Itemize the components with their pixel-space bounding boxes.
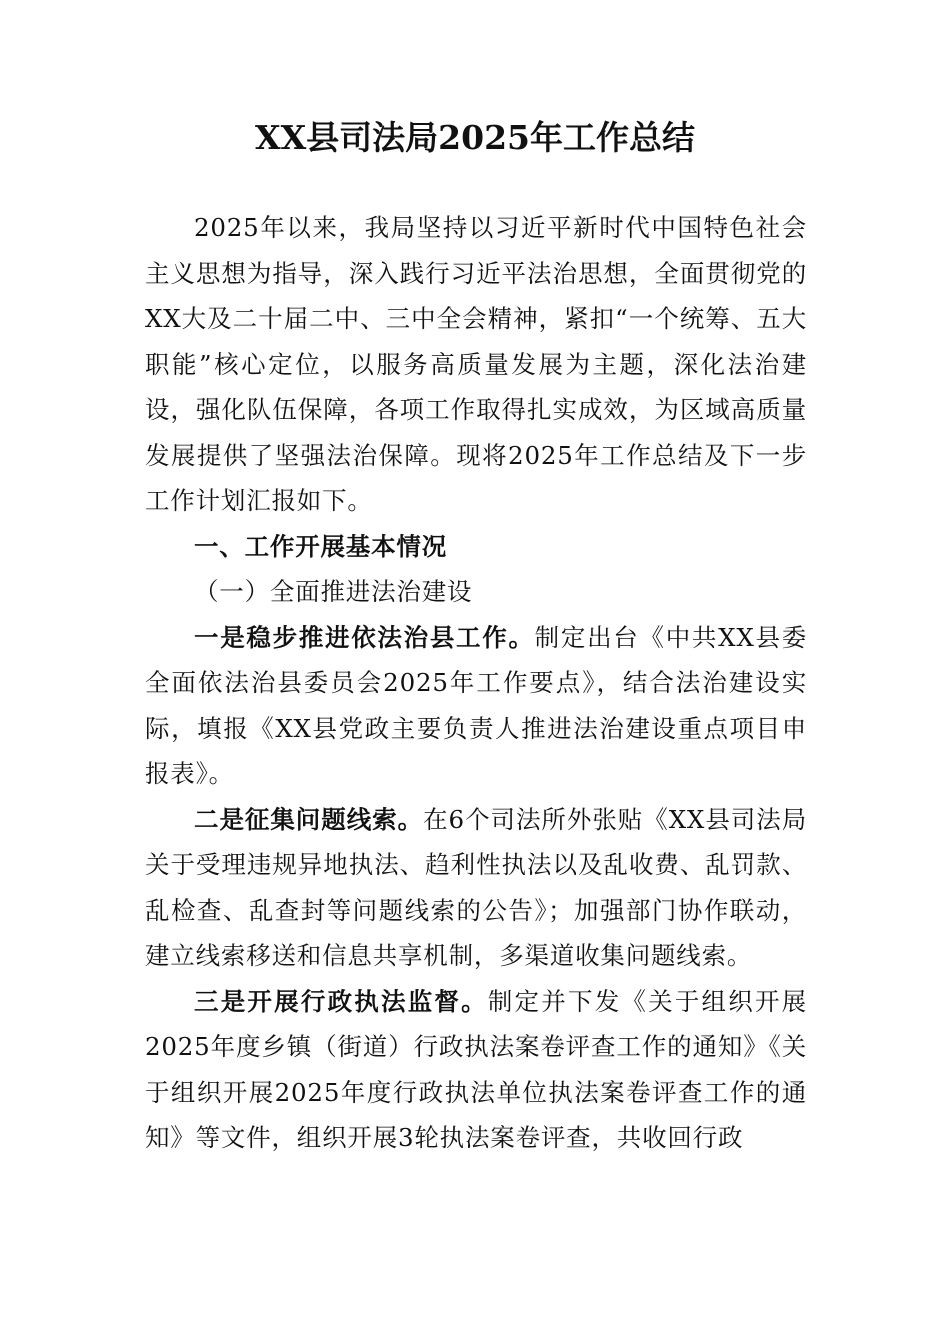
item-paragraph xyxy=(145,979,807,1161)
item-paragraph xyxy=(145,615,807,797)
item-paragraph xyxy=(145,797,807,979)
document-body xyxy=(145,205,807,1161)
item-text: 制定出台《中共XX县委全面依法治县委员会2025年工作要点》，结合法治建设实际，填报《XX县党政主要负责人推进法治建设重点项目申报表》。 xyxy=(145,622,807,788)
item-lead: 三是开展行政执法监督。 xyxy=(194,986,488,1016)
intro-paragraph: 2025年以来，我局坚持以习近平新时代中国特色社会主义思想为指导，深入践行习近平法治思想，全面贯彻党的XX大及二十届二中、三中全会精神，紧扣“一个统筹、五大职能”核心定位，以服务高质量发展为主题，深化法治建设，强化队伍保障，各项工作取得扎实成效，为区域高质量发展提供了坚强法治保障。现将2025年工作总结及下一步工作计划汇报如下。 xyxy=(145,213,807,515)
section-heading: 一、工作开展基本情况 xyxy=(194,531,447,561)
subsection-heading: （一）全面推进法治建设 xyxy=(194,577,473,606)
item-lead: 二是征集问题线索。 xyxy=(194,804,424,834)
item-text: 在6个司法所外张贴《XX县司法局关于受理违规异地执法、趋利性执法以及乱收费、乱罚款、乱检查、乱查封等问题线索的公告》；加强部门协作联动，建立线索移送和信息共享机制，多渠道收集问题线索。 xyxy=(145,804,807,970)
item-text: 制定并下发《关于组织开展2025年度乡镇（街道）行政执法案卷评查工作的通知》《关于组织开展2025年度行政执法单位执法案卷评查工作的通知》等文件，组织开展3轮执法案卷评查，共收回行政 xyxy=(145,986,807,1152)
item-lead: 一是稳步推进依法治县工作。 xyxy=(194,622,535,652)
document-title: XX县司法局2025年工作总结 xyxy=(254,118,696,157)
